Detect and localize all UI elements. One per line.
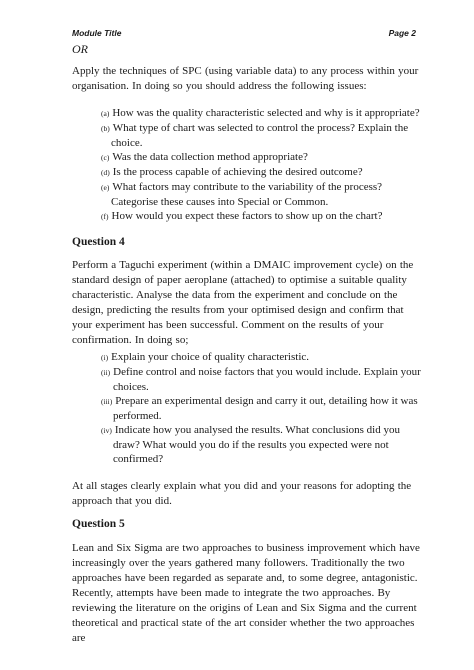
question-4-body: Perform a Taguchi experiment (within a DMAIC improvement cycle) on the standard design of paper aeroplane (attached) to optimise a suitable quality characteristic. Analyse the data from the experiment and conclude on the design, predicting the results from your optimised design and confirm that your experiment has been successful. Comment on the results of your confirmation. In doing so; [72,259,414,346]
list-item: (iii) Prepare an experimental design and carry it out, detailing how it was performed. [101,395,418,422]
spc-intro: Apply the techniques of SPC (using variable data) to any process within your organisation. In doing so you should address the following issues: [72,65,419,92]
closing-paragraph: At all stages clearly explain what you did and your reasons for adopting the approach that you did. [72,480,412,507]
page-header [72,28,416,38]
page-number: Page 2 [388,28,416,38]
spc-issue-list [101,106,421,224]
list-item: (e) What factors may contribute to the variability of the process? Categorise these causes into Special or Common. [101,181,383,208]
list-item: (c) Was the data collection method appropriate? [101,151,308,163]
list-item: (ii) Define control and noise factors that you would include. Explain your choices. [101,366,421,393]
list-item: (d) Is the process capable of achieving the desired outcome? [101,166,363,178]
list-item: (f) How would you expect these factors to show up on the chart? [101,210,383,222]
question-4-list [101,350,421,466]
or-label: OR [72,42,88,56]
question-5-heading: Question 5 [72,518,125,530]
module-title: Module Title [72,28,122,38]
list-item: (iv) Indicate how you analysed the results. What conclusions did you draw? What would you do if the results you expected were not confirmed? [101,424,400,465]
list-item: (i) Explain your choice of quality characteristic. [101,351,310,363]
question-5-body: Lean and Six Sigma are two approaches to business improvement which have increasingly over the years gathered many followers. Traditionally the two approaches have been regarded as separate and, to some degree, antagonistic. Recently, attempts have been made to integrate the two approaches. By reviewing the literature on the origins of Lean and Six Sigma and the current theoretical and practical state of the art consider whether the two approaches are [72,542,420,644]
question-4-heading: Question 4 [72,236,125,248]
list-item: (b) What type of chart was selected to control the process? Explain the choice. [101,122,409,149]
list-item: (a) How was the quality characteristic selected and why is it appropriate? [101,107,420,119]
